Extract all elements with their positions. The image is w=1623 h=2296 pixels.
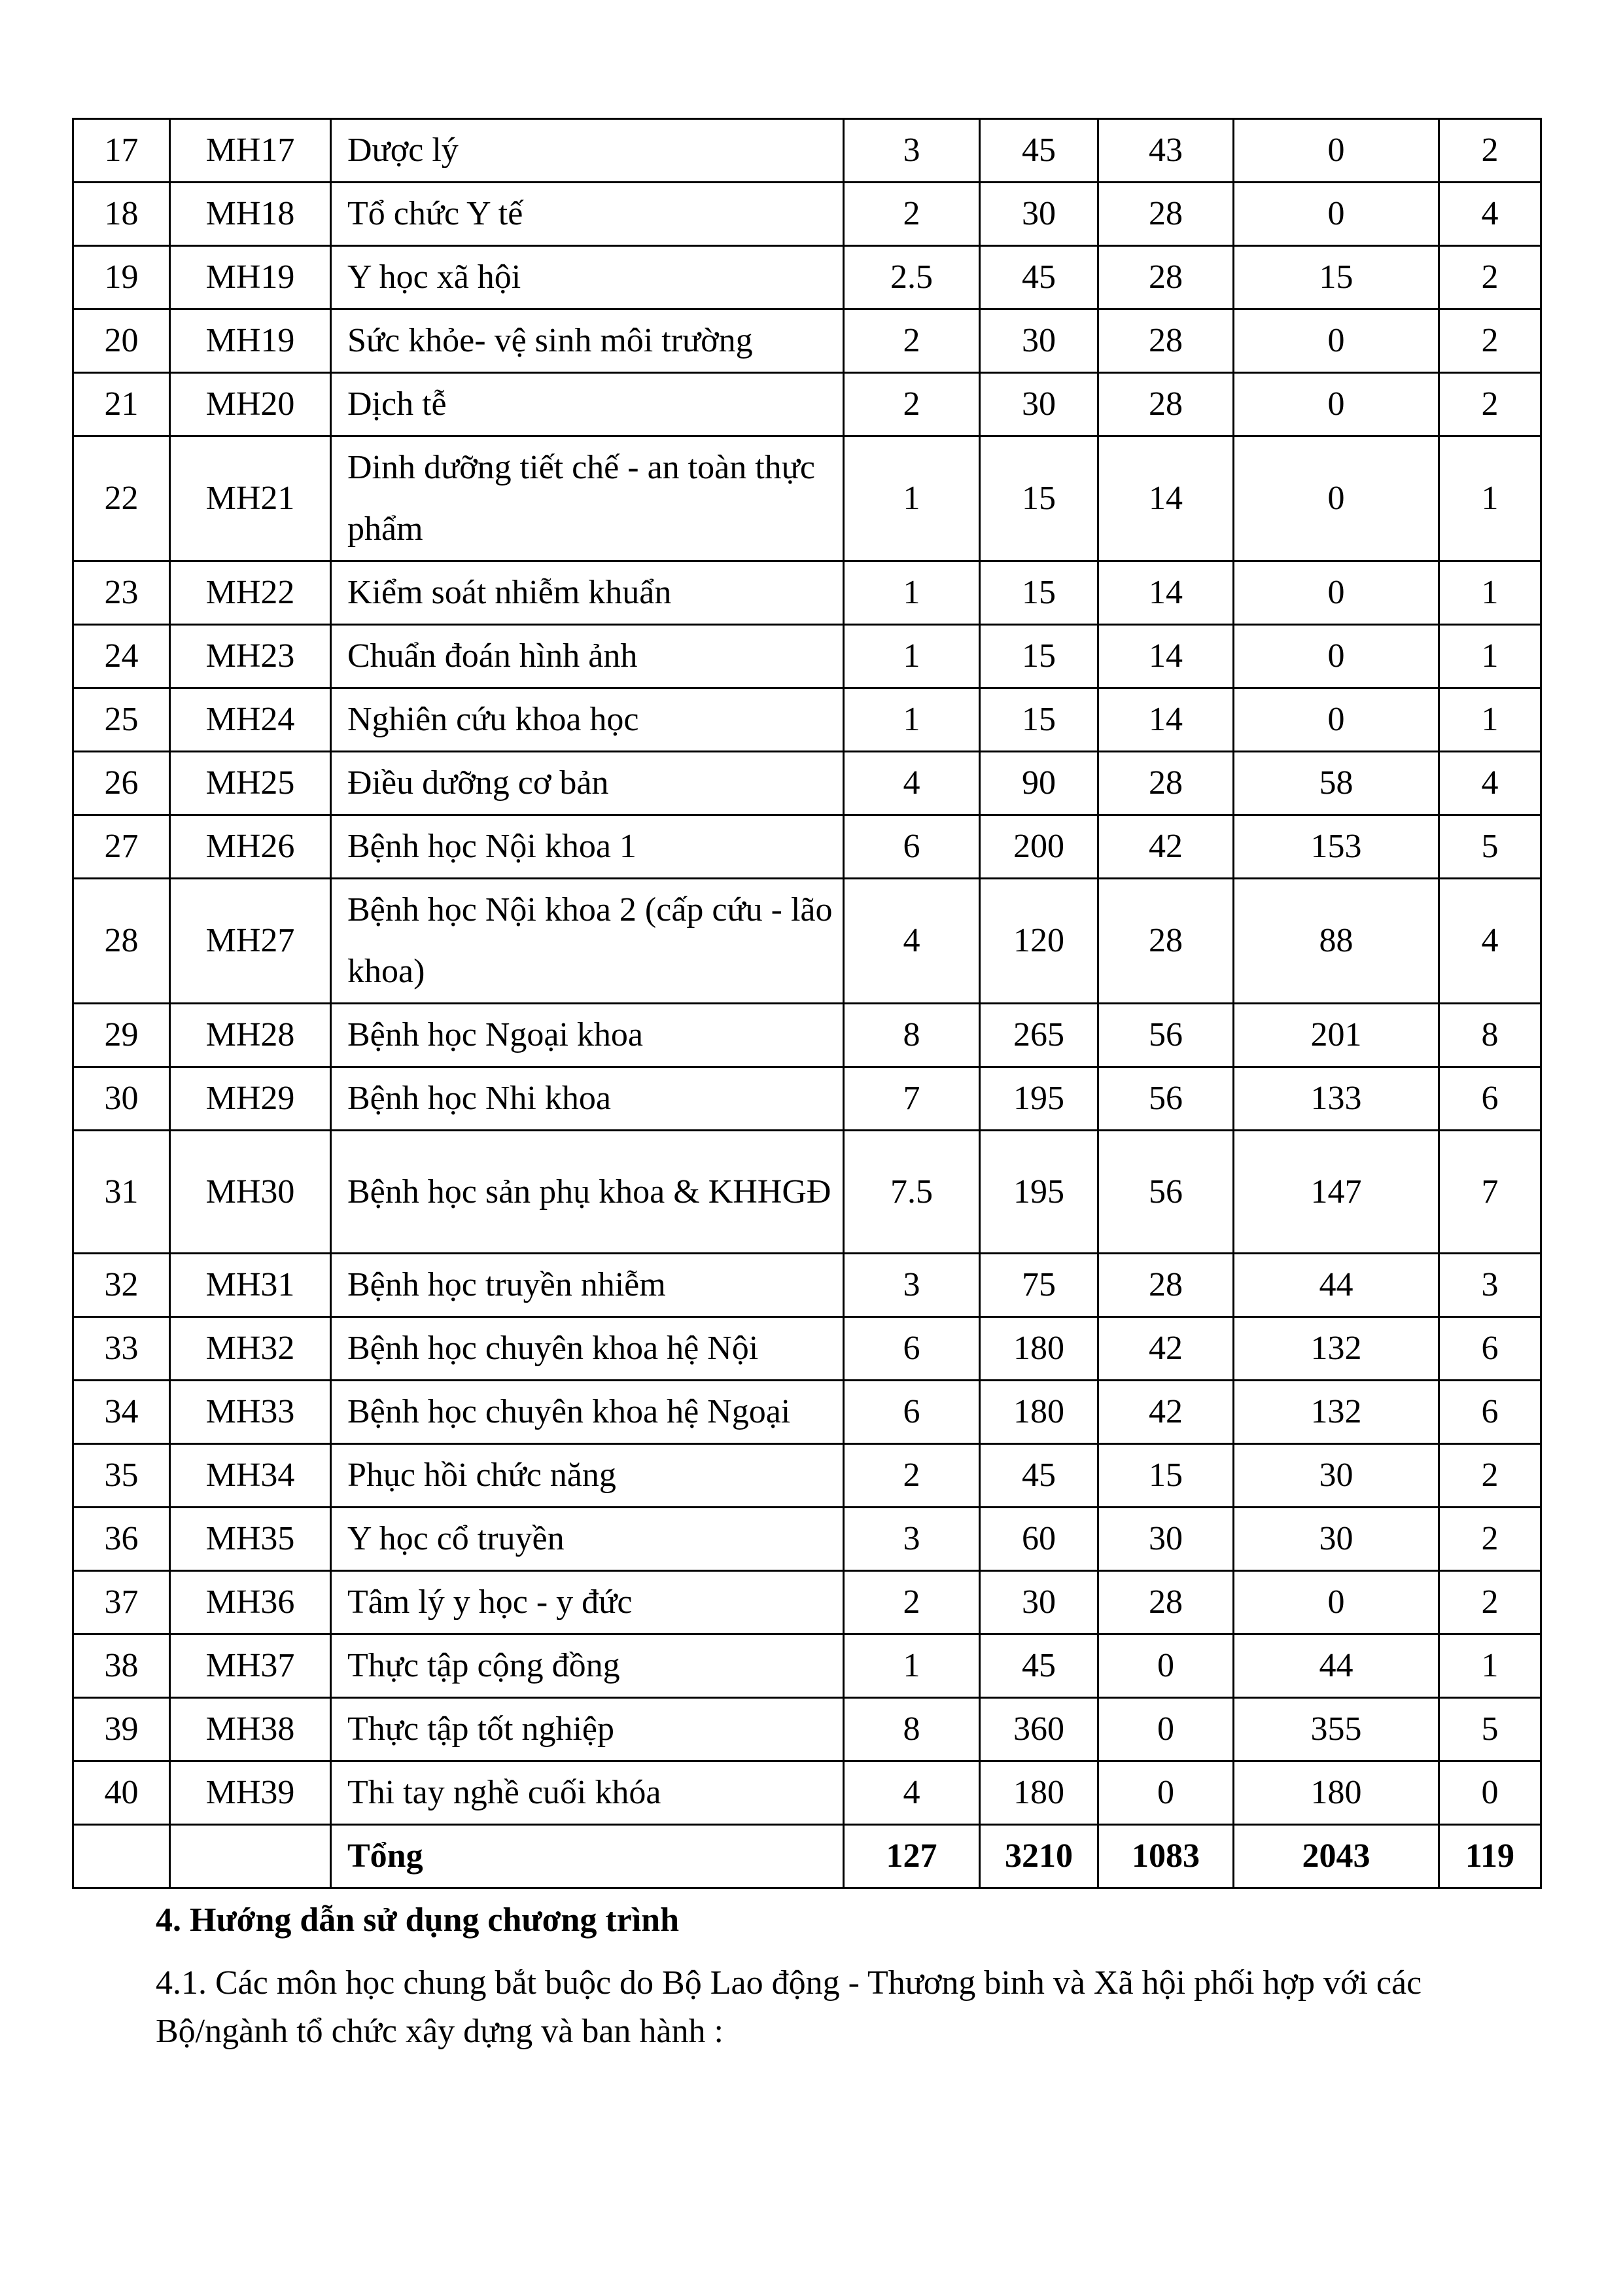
table-row [73,625,1541,688]
practice-hours-cell: 30 [1234,1444,1439,1508]
row-number-cell: 21 [73,373,170,436]
row-number-cell: 26 [73,752,170,815]
credits-cell: 6 [844,815,980,879]
theory-hours-cell: 14 [1098,436,1234,561]
exam-hours-cell: 1 [1439,561,1541,625]
table-row [73,246,1541,309]
theory-hours-cell: 56 [1098,1067,1234,1131]
practice-hours-cell: 201 [1234,1004,1439,1067]
subject-name-cell: Thực tập tốt nghiệp [331,1698,844,1761]
theory-hours-cell: 28 [1098,373,1234,436]
subject-name-cell: Bệnh học truyền nhiễm [331,1254,844,1317]
subject-name-cell: Y học xã hội [331,246,844,309]
subject-name-cell: Dịch tễ [331,373,844,436]
practice-hours-cell: 2043 [1234,1825,1439,1888]
total-hours-cell: 195 [980,1067,1098,1131]
subject-name-cell: Bệnh học Nhi khoa [331,1067,844,1131]
practice-hours-cell: 355 [1234,1698,1439,1761]
exam-hours-cell: 1 [1439,688,1541,752]
subject-name-cell: Dinh dưỡng tiết chế - an toàn thực phẩm [331,436,844,561]
total-hours-cell: 180 [980,1317,1098,1381]
subject-code-cell: MH24 [170,688,331,752]
row-number-cell: 18 [73,183,170,246]
table-row [73,815,1541,879]
table-row [73,561,1541,625]
practice-hours-cell: 0 [1234,309,1439,373]
subject-code-cell: MH26 [170,815,331,879]
total-hours-cell: 15 [980,436,1098,561]
subject-name-cell: Bệnh học chuyên khoa hệ Nội [331,1317,844,1381]
table-row [73,688,1541,752]
credits-cell: 1 [844,436,980,561]
total-hours-cell: 30 [980,1571,1098,1634]
row-number-cell: 28 [73,879,170,1004]
exam-hours-cell: 4 [1439,879,1541,1004]
total-hours-cell: 90 [980,752,1098,815]
credits-cell: 3 [844,1508,980,1571]
row-number-cell: 19 [73,246,170,309]
exam-hours-cell: 6 [1439,1381,1541,1444]
exam-hours-cell: 1 [1439,625,1541,688]
theory-hours-cell: 28 [1098,246,1234,309]
exam-hours-cell: 3 [1439,1254,1541,1317]
exam-hours-cell: 2 [1439,1571,1541,1634]
credits-cell: 2 [844,309,980,373]
theory-hours-cell: 15 [1098,1444,1234,1508]
row-number-cell: 33 [73,1317,170,1381]
practice-hours-cell: 0 [1234,436,1439,561]
row-number-cell: 36 [73,1508,170,1571]
row-number-cell: 20 [73,309,170,373]
exam-hours-cell: 1 [1439,1634,1541,1698]
exam-hours-cell: 6 [1439,1067,1541,1131]
subject-name-cell: Thi tay nghề cuối khóa [331,1761,844,1825]
row-number-cell [73,1825,170,1888]
total-hours-cell: 360 [980,1698,1098,1761]
row-number-cell: 38 [73,1634,170,1698]
subject-code-cell: MH29 [170,1067,331,1131]
row-number-cell: 27 [73,815,170,879]
table-row [73,1761,1541,1825]
credits-cell: 6 [844,1381,980,1444]
exam-hours-cell: 2 [1439,1444,1541,1508]
subject-code-cell: MH21 [170,436,331,561]
subject-name-cell: Tổ chức Y tế [331,183,844,246]
credits-cell: 2 [844,183,980,246]
practice-hours-cell: 30 [1234,1508,1439,1571]
section-paragraph: 4.1. Các môn học chung bắt buộc do Bộ Lao động - Thương binh và Xã hội phối hợp với các Bộ/ngành tổ chức xây dựng và ban hành : [156,1964,1422,2050]
subject-code-cell: MH33 [170,1381,331,1444]
total-hours-cell: 195 [980,1131,1098,1254]
theory-hours-cell: 14 [1098,688,1234,752]
credits-cell: 1 [844,688,980,752]
exam-hours-cell: 1 [1439,436,1541,561]
subject-name-cell: Thực tập cộng đồng [331,1634,844,1698]
practice-hours-cell: 153 [1234,815,1439,879]
row-number-cell: 31 [73,1131,170,1254]
subject-code-cell: MH23 [170,625,331,688]
table-row [73,1004,1541,1067]
practice-hours-cell: 44 [1234,1254,1439,1317]
practice-hours-cell: 147 [1234,1131,1439,1254]
theory-hours-cell: 43 [1098,119,1234,183]
theory-hours-cell: 28 [1098,752,1234,815]
theory-hours-cell: 0 [1098,1761,1234,1825]
credits-cell: 2.5 [844,246,980,309]
theory-hours-cell: 0 [1098,1698,1234,1761]
practice-hours-cell: 132 [1234,1317,1439,1381]
theory-hours-cell: 28 [1098,1254,1234,1317]
total-hours-cell: 200 [980,815,1098,879]
theory-hours-cell: 56 [1098,1131,1234,1254]
table-row [73,119,1541,183]
row-number-cell: 30 [73,1067,170,1131]
table-row [73,1317,1541,1381]
subject-name-cell: Điều dưỡng cơ bản [331,752,844,815]
theory-hours-cell: 28 [1098,879,1234,1004]
row-number-cell: 34 [73,1381,170,1444]
subject-code-cell: MH18 [170,183,331,246]
theory-hours-cell: 30 [1098,1508,1234,1571]
practice-hours-cell: 0 [1234,373,1439,436]
table-row [73,1508,1541,1571]
credits-cell: 7 [844,1067,980,1131]
subject-name-cell: Bệnh học sản phụ khoa & KHHGĐ [331,1131,844,1254]
row-number-cell: 40 [73,1761,170,1825]
subject-name-cell: Sức khỏe- vệ sinh môi trường [331,309,844,373]
subject-name-cell: Dược lý [331,119,844,183]
exam-hours-cell: 119 [1439,1825,1541,1888]
credits-cell: 7.5 [844,1131,980,1254]
table-row [73,1444,1541,1508]
exam-hours-cell: 2 [1439,246,1541,309]
total-hours-cell: 265 [980,1004,1098,1067]
theory-hours-cell: 1083 [1098,1825,1234,1888]
credits-cell: 3 [844,1254,980,1317]
credits-cell: 6 [844,1317,980,1381]
exam-hours-cell: 5 [1439,1698,1541,1761]
row-number-cell: 24 [73,625,170,688]
subject-name-cell: Bệnh học Ngoại khoa [331,1004,844,1067]
theory-hours-cell: 56 [1098,1004,1234,1067]
exam-hours-cell: 4 [1439,183,1541,246]
row-number-cell: 29 [73,1004,170,1067]
exam-hours-cell: 2 [1439,309,1541,373]
total-hours-cell: 3210 [980,1825,1098,1888]
practice-hours-cell: 0 [1234,1571,1439,1634]
theory-hours-cell: 42 [1098,1317,1234,1381]
theory-hours-cell: 28 [1098,309,1234,373]
practice-hours-cell: 133 [1234,1067,1439,1131]
row-number-cell: 23 [73,561,170,625]
credits-cell: 8 [844,1004,980,1067]
subject-code-cell: MH25 [170,752,331,815]
table-row [73,879,1541,1004]
subject-code-cell: MH22 [170,561,331,625]
subject-code-cell: MH17 [170,119,331,183]
practice-hours-cell: 15 [1234,246,1439,309]
credits-cell: 4 [844,879,980,1004]
subject-code-cell: MH34 [170,1444,331,1508]
subject-code-cell: MH28 [170,1004,331,1067]
theory-hours-cell: 42 [1098,1381,1234,1444]
subject-code-cell: MH35 [170,1508,331,1571]
curriculum-table [72,118,1542,1889]
table-row [73,183,1541,246]
total-hours-cell: 45 [980,119,1098,183]
table-row [73,436,1541,561]
row-number-cell: 22 [73,436,170,561]
subject-name-cell: Bệnh học Nội khoa 2 (cấp cứu - lão khoa) [331,879,844,1004]
total-hours-cell: 180 [980,1381,1098,1444]
exam-hours-cell: 4 [1439,752,1541,815]
credits-cell: 1 [844,1634,980,1698]
table-row [73,1571,1541,1634]
total-hours-cell: 30 [980,373,1098,436]
subject-code-cell: MH36 [170,1571,331,1634]
row-number-cell: 17 [73,119,170,183]
total-hours-cell: 30 [980,309,1098,373]
subject-code-cell: MH37 [170,1634,331,1698]
credits-cell: 4 [844,1761,980,1825]
subject-code-cell: MH30 [170,1131,331,1254]
row-number-cell: 37 [73,1571,170,1634]
practice-hours-cell: 0 [1234,625,1439,688]
theory-hours-cell: 28 [1098,183,1234,246]
table-row [73,1698,1541,1761]
credits-cell: 2 [844,1444,980,1508]
table-row [73,1254,1541,1317]
subject-name-cell: Kiểm soát nhiễm khuẩn [331,561,844,625]
exam-hours-cell: 5 [1439,815,1541,879]
subject-name-cell: Bệnh học Nội khoa 1 [331,815,844,879]
total-hours-cell: 180 [980,1761,1098,1825]
row-number-cell: 35 [73,1444,170,1508]
practice-hours-cell: 0 [1234,561,1439,625]
total-hours-cell: 15 [980,625,1098,688]
exam-hours-cell: 8 [1439,1004,1541,1067]
subject-code-cell: MH27 [170,879,331,1004]
exam-hours-cell: 7 [1439,1131,1541,1254]
practice-hours-cell: 0 [1234,183,1439,246]
practice-hours-cell: 132 [1234,1381,1439,1444]
table-row [73,1067,1541,1131]
table-row [73,1131,1541,1254]
subject-name-cell: Phục hồi chức năng [331,1444,844,1508]
theory-hours-cell: 14 [1098,561,1234,625]
practice-hours-cell: 58 [1234,752,1439,815]
theory-hours-cell: 14 [1098,625,1234,688]
row-number-cell: 39 [73,1698,170,1761]
total-hours-cell: 120 [980,879,1098,1004]
exam-hours-cell: 0 [1439,1761,1541,1825]
subject-code-cell: MH20 [170,373,331,436]
total-hours-cell: 75 [980,1254,1098,1317]
subject-code-cell: MH19 [170,246,331,309]
credits-cell: 2 [844,373,980,436]
total-row [73,1825,1541,1888]
subject-code-cell: MH32 [170,1317,331,1381]
exam-hours-cell: 2 [1439,373,1541,436]
credits-cell: 127 [844,1825,980,1888]
theory-hours-cell: 0 [1098,1634,1234,1698]
subject-name-cell: Chuẩn đoán hình ảnh [331,625,844,688]
table-row [73,752,1541,815]
table-row [73,1634,1541,1698]
subject-name-cell: Tâm lý y học - y đức [331,1571,844,1634]
theory-hours-cell: 28 [1098,1571,1234,1634]
exam-hours-cell: 2 [1439,1508,1541,1571]
subject-name-cell: Nghiên cứu khoa học [331,688,844,752]
practice-hours-cell: 180 [1234,1761,1439,1825]
credits-cell: 1 [844,625,980,688]
credits-cell: 8 [844,1698,980,1761]
subject-code-cell: MH31 [170,1254,331,1317]
total-hours-cell: 45 [980,1444,1098,1508]
exam-hours-cell: 6 [1439,1317,1541,1381]
credits-cell: 2 [844,1571,980,1634]
total-hours-cell: 60 [980,1508,1098,1571]
table-body [73,119,1541,1888]
subject-name-cell: Bệnh học chuyên khoa hệ Ngoại [331,1381,844,1444]
subject-code-cell: MH19 [170,309,331,373]
total-hours-cell: 30 [980,183,1098,246]
subject-name-cell: Tổng [331,1825,844,1888]
theory-hours-cell: 42 [1098,815,1234,879]
practice-hours-cell: 44 [1234,1634,1439,1698]
table-row [73,373,1541,436]
subject-code-cell: MH39 [170,1761,331,1825]
subject-code-cell [170,1825,331,1888]
credits-cell: 1 [844,561,980,625]
total-hours-cell: 45 [980,1634,1098,1698]
subject-code-cell: MH38 [170,1698,331,1761]
table-row [73,1381,1541,1444]
exam-hours-cell: 2 [1439,119,1541,183]
practice-hours-cell: 88 [1234,879,1439,1004]
row-number-cell: 32 [73,1254,170,1317]
total-hours-cell: 15 [980,688,1098,752]
practice-hours-cell: 0 [1234,688,1439,752]
total-hours-cell: 15 [980,561,1098,625]
subject-name-cell: Y học cổ truyền [331,1508,844,1571]
credits-cell: 3 [844,119,980,183]
total-hours-cell: 45 [980,246,1098,309]
row-number-cell: 25 [73,688,170,752]
table-row [73,309,1541,373]
credits-cell: 4 [844,752,980,815]
practice-hours-cell: 0 [1234,119,1439,183]
section-heading: 4. Hướng dẫn sử dụng chương trình [156,1901,680,1939]
